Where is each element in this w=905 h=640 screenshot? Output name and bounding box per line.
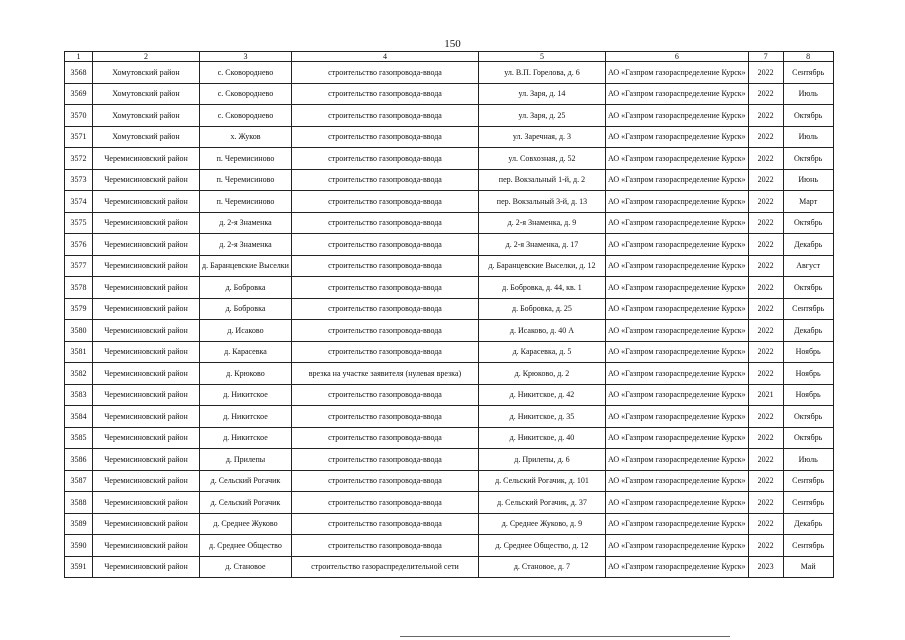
cell-month: Сентябрь bbox=[783, 470, 833, 492]
cell-work-type: строительство газопровода-ввода bbox=[291, 148, 478, 170]
page-number: 150 bbox=[444, 38, 461, 50]
cell-month: Август bbox=[783, 255, 833, 277]
cell-work-type: строительство газопровода-ввода bbox=[291, 449, 478, 471]
cell-work-type: строительство газопровода-ввода bbox=[291, 535, 478, 557]
cell-contractor: АО «Газпром газораспределение Курск» bbox=[605, 341, 748, 363]
cell-work-type: строительство газораспределительной сети bbox=[291, 556, 478, 578]
cell-contractor: АО «Газпром газораспределение Курск» bbox=[605, 384, 748, 406]
cell-district: Хомутовский район bbox=[93, 83, 200, 105]
cell-address: д. Сельский Рогачик, д. 37 bbox=[478, 492, 605, 514]
cell-address: д. Исаково, д. 40 А bbox=[478, 320, 605, 342]
cell-work-type: строительство газопровода-ввода bbox=[291, 255, 478, 277]
cell-year: 2022 bbox=[748, 363, 783, 385]
cell-row-number: 3590 bbox=[65, 535, 93, 557]
cell-contractor: АО «Газпром газораспределение Курск» bbox=[605, 556, 748, 578]
cell-row-number: 3587 bbox=[65, 470, 93, 492]
cell-row-number: 3589 bbox=[65, 513, 93, 535]
cell-month: Октябрь bbox=[783, 148, 833, 170]
cell-contractor: АО «Газпром газораспределение Курск» bbox=[605, 298, 748, 320]
cell-settlement: х. Жуков bbox=[200, 126, 292, 148]
table-body bbox=[65, 62, 834, 578]
cell-work-type: строительство газопровода-ввода bbox=[291, 384, 478, 406]
cell-work-type: строительство газопровода-ввода bbox=[291, 277, 478, 299]
cell-work-type: строительство газопровода-ввода bbox=[291, 62, 478, 84]
cell-contractor: АО «Газпром газораспределение Курск» bbox=[605, 470, 748, 492]
cell-year: 2023 bbox=[748, 556, 783, 578]
cell-month: Октябрь bbox=[783, 105, 833, 127]
cell-address: ул. В.П. Горелова, д. 6 bbox=[478, 62, 605, 84]
cell-contractor: АО «Газпром газораспределение Курск» bbox=[605, 427, 748, 449]
cell-district: Черемисиновский район bbox=[93, 470, 200, 492]
cell-settlement: д. Прилепы bbox=[200, 449, 292, 471]
header-col-5: 5 bbox=[478, 52, 605, 62]
cell-district: Черемисиновский район bbox=[93, 427, 200, 449]
table-row bbox=[65, 169, 834, 191]
cell-contractor: АО «Газпром газораспределение Курск» bbox=[605, 126, 748, 148]
cell-year: 2022 bbox=[748, 169, 783, 191]
cell-work-type: строительство газопровода-ввода bbox=[291, 298, 478, 320]
cell-settlement: п. Черемисиново bbox=[200, 169, 292, 191]
cell-district: Черемисиновский район bbox=[93, 320, 200, 342]
header-col-7: 7 bbox=[748, 52, 783, 62]
cell-year: 2022 bbox=[748, 105, 783, 127]
cell-row-number: 3588 bbox=[65, 492, 93, 514]
cell-settlement: д. 2-я Знаменка bbox=[200, 212, 292, 234]
cell-month: Декабрь bbox=[783, 320, 833, 342]
cell-year: 2022 bbox=[748, 492, 783, 514]
cell-address: д. Карасевка, д. 5 bbox=[478, 341, 605, 363]
cell-address: д. Среднее Общество, д. 12 bbox=[478, 535, 605, 557]
cell-row-number: 3581 bbox=[65, 341, 93, 363]
header-col-1: 1 bbox=[65, 52, 93, 62]
cell-row-number: 3591 bbox=[65, 556, 93, 578]
cell-row-number: 3583 bbox=[65, 384, 93, 406]
cell-year: 2022 bbox=[748, 341, 783, 363]
cell-contractor: АО «Газпром газораспределение Курск» bbox=[605, 492, 748, 514]
table-row bbox=[65, 320, 834, 342]
cell-settlement: д. Сельский Рогачик bbox=[200, 492, 292, 514]
cell-work-type: строительство газопровода-ввода bbox=[291, 83, 478, 105]
cell-work-type: строительство газопровода-ввода bbox=[291, 427, 478, 449]
cell-row-number: 3572 bbox=[65, 148, 93, 170]
cell-work-type: врезка на участке заявителя (нулевая врезка) bbox=[291, 363, 478, 385]
cell-month: Декабрь bbox=[783, 234, 833, 256]
table-row bbox=[65, 62, 834, 84]
cell-row-number: 3570 bbox=[65, 105, 93, 127]
cell-contractor: АО «Газпром газораспределение Курск» bbox=[605, 169, 748, 191]
cell-contractor: АО «Газпром газораспределение Курск» bbox=[605, 255, 748, 277]
cell-district: Черемисиновский район bbox=[93, 148, 200, 170]
cell-month: Июль bbox=[783, 83, 833, 105]
cell-district: Черемисиновский район bbox=[93, 255, 200, 277]
gas-connection-table bbox=[64, 51, 834, 578]
cell-district: Черемисиновский район bbox=[93, 277, 200, 299]
cell-address: д. Бобровка, д. 25 bbox=[478, 298, 605, 320]
table-row bbox=[65, 341, 834, 363]
cell-district: Черемисиновский район bbox=[93, 556, 200, 578]
cell-work-type: строительство газопровода-ввода bbox=[291, 169, 478, 191]
cell-address: д. Прилепы, д. 6 bbox=[478, 449, 605, 471]
table-row bbox=[65, 191, 834, 213]
cell-year: 2022 bbox=[748, 320, 783, 342]
cell-row-number: 3568 bbox=[65, 62, 93, 84]
cell-row-number: 3584 bbox=[65, 406, 93, 428]
cell-year: 2022 bbox=[748, 298, 783, 320]
header-col-6: 6 bbox=[605, 52, 748, 62]
cell-row-number: 3582 bbox=[65, 363, 93, 385]
cell-year: 2022 bbox=[748, 234, 783, 256]
cell-settlement: д. Среднее Общество bbox=[200, 535, 292, 557]
cell-contractor: АО «Газпром газораспределение Курск» bbox=[605, 105, 748, 127]
table-row bbox=[65, 255, 834, 277]
header-col-4: 4 bbox=[291, 52, 478, 62]
cell-month: Сентябрь bbox=[783, 298, 833, 320]
cell-address: д. Бобровка, д. 44, кв. 1 bbox=[478, 277, 605, 299]
cell-year: 2022 bbox=[748, 62, 783, 84]
cell-month: Октябрь bbox=[783, 406, 833, 428]
header-col-2: 2 bbox=[93, 52, 200, 62]
table-row bbox=[65, 234, 834, 256]
table-row bbox=[65, 212, 834, 234]
header-col-3: 3 bbox=[200, 52, 292, 62]
table-row bbox=[65, 363, 834, 385]
cell-district: Черемисиновский район bbox=[93, 191, 200, 213]
table-row bbox=[65, 535, 834, 557]
cell-settlement: с. Сковороднево bbox=[200, 83, 292, 105]
cell-month: Сентябрь bbox=[783, 62, 833, 84]
table-row bbox=[65, 384, 834, 406]
cell-settlement: д. Среднее Жуково bbox=[200, 513, 292, 535]
cell-settlement: п. Черемисиново bbox=[200, 191, 292, 213]
cell-settlement: д. Становое bbox=[200, 556, 292, 578]
cell-row-number: 3586 bbox=[65, 449, 93, 471]
cell-district: Черемисиновский район bbox=[93, 341, 200, 363]
table-row bbox=[65, 556, 834, 578]
cell-district: Хомутовский район bbox=[93, 105, 200, 127]
cell-contractor: АО «Газпром газораспределение Курск» bbox=[605, 83, 748, 105]
cell-address: ул. Заречная, д. 3 bbox=[478, 126, 605, 148]
cell-settlement: д. Баранцевские Выселки bbox=[200, 255, 292, 277]
footer-rule bbox=[400, 636, 730, 637]
cell-year: 2022 bbox=[748, 191, 783, 213]
cell-address: д. Никитское, д. 40 bbox=[478, 427, 605, 449]
cell-contractor: АО «Газпром газораспределение Курск» bbox=[605, 449, 748, 471]
cell-contractor: АО «Газпром газораспределение Курск» bbox=[605, 320, 748, 342]
cell-year: 2022 bbox=[748, 83, 783, 105]
table-row bbox=[65, 492, 834, 514]
cell-contractor: АО «Газпром газораспределение Курск» bbox=[605, 191, 748, 213]
table-row bbox=[65, 148, 834, 170]
cell-contractor: АО «Газпром газораспределение Курск» bbox=[605, 62, 748, 84]
cell-year: 2022 bbox=[748, 449, 783, 471]
cell-district: Черемисиновский район bbox=[93, 234, 200, 256]
cell-contractor: АО «Газпром газораспределение Курск» bbox=[605, 277, 748, 299]
cell-settlement: д. Бобровка bbox=[200, 277, 292, 299]
cell-work-type: строительство газопровода-ввода bbox=[291, 126, 478, 148]
cell-row-number: 3580 bbox=[65, 320, 93, 342]
cell-month: Декабрь bbox=[783, 513, 833, 535]
table-header bbox=[65, 52, 834, 62]
cell-month: Сентябрь bbox=[783, 535, 833, 557]
cell-year: 2021 bbox=[748, 384, 783, 406]
cell-work-type: строительство газопровода-ввода bbox=[291, 234, 478, 256]
cell-year: 2022 bbox=[748, 470, 783, 492]
cell-month: Ноябрь bbox=[783, 341, 833, 363]
cell-district: Черемисиновский район bbox=[93, 169, 200, 191]
cell-address: д. Никитское, д. 35 bbox=[478, 406, 605, 428]
cell-work-type: строительство газопровода-ввода bbox=[291, 470, 478, 492]
cell-district: Черемисиновский район bbox=[93, 492, 200, 514]
cell-address: ул. Заря, д. 14 bbox=[478, 83, 605, 105]
cell-year: 2022 bbox=[748, 255, 783, 277]
cell-work-type: строительство газопровода-ввода bbox=[291, 105, 478, 127]
cell-address: д. Среднее Жуково, д. 9 bbox=[478, 513, 605, 535]
cell-row-number: 3579 bbox=[65, 298, 93, 320]
cell-month: Ноябрь bbox=[783, 363, 833, 385]
cell-address: д. Становое, д. 7 bbox=[478, 556, 605, 578]
cell-work-type: строительство газопровода-ввода bbox=[291, 513, 478, 535]
cell-district: Черемисиновский район bbox=[93, 449, 200, 471]
cell-year: 2022 bbox=[748, 535, 783, 557]
cell-row-number: 3575 bbox=[65, 212, 93, 234]
cell-settlement: с. Сковороднево bbox=[200, 62, 292, 84]
cell-month: Июль bbox=[783, 126, 833, 148]
cell-district: Черемисиновский район bbox=[93, 384, 200, 406]
cell-address: пер. Вокзальный 3-й, д. 13 bbox=[478, 191, 605, 213]
cell-row-number: 3569 bbox=[65, 83, 93, 105]
cell-contractor: АО «Газпром газораспределение Курск» bbox=[605, 363, 748, 385]
cell-work-type: строительство газопровода-ввода bbox=[291, 212, 478, 234]
cell-address: д. Баранцевские Выселки, д. 12 bbox=[478, 255, 605, 277]
cell-contractor: АО «Газпром газораспределение Курск» bbox=[605, 212, 748, 234]
table-row bbox=[65, 298, 834, 320]
cell-year: 2022 bbox=[748, 277, 783, 299]
cell-settlement: д. Крюково bbox=[200, 363, 292, 385]
table-row bbox=[65, 105, 834, 127]
cell-district: Хомутовский район bbox=[93, 62, 200, 84]
cell-district: Черемисиновский район bbox=[93, 513, 200, 535]
cell-year: 2022 bbox=[748, 126, 783, 148]
cell-month: Октябрь bbox=[783, 212, 833, 234]
cell-address: ул. Совхозная, д. 52 bbox=[478, 148, 605, 170]
cell-month: Март bbox=[783, 191, 833, 213]
cell-settlement: д. Исаково bbox=[200, 320, 292, 342]
cell-work-type: строительство газопровода-ввода bbox=[291, 341, 478, 363]
cell-settlement: п. Черемисиново bbox=[200, 148, 292, 170]
cell-district: Черемисиновский район bbox=[93, 406, 200, 428]
cell-settlement: д. Бобровка bbox=[200, 298, 292, 320]
cell-district: Черемисиновский район bbox=[93, 363, 200, 385]
cell-month: Июль bbox=[783, 449, 833, 471]
cell-row-number: 3578 bbox=[65, 277, 93, 299]
cell-month: Октябрь bbox=[783, 277, 833, 299]
cell-row-number: 3585 bbox=[65, 427, 93, 449]
cell-district: Черемисиновский район bbox=[93, 535, 200, 557]
cell-settlement: д. Никитское bbox=[200, 406, 292, 428]
cell-work-type: строительство газопровода-ввода bbox=[291, 191, 478, 213]
cell-settlement: д. Никитское bbox=[200, 384, 292, 406]
cell-settlement: д. Сельский Рогачик bbox=[200, 470, 292, 492]
cell-row-number: 3577 bbox=[65, 255, 93, 277]
cell-year: 2022 bbox=[748, 212, 783, 234]
table-row bbox=[65, 406, 834, 428]
cell-address: д. 2-я Знаменка, д. 17 bbox=[478, 234, 605, 256]
cell-settlement: д. Никитское bbox=[200, 427, 292, 449]
cell-settlement: с. Сковороднево bbox=[200, 105, 292, 127]
cell-work-type: строительство газопровода-ввода bbox=[291, 320, 478, 342]
table-row bbox=[65, 277, 834, 299]
table-row bbox=[65, 470, 834, 492]
cell-month: Июнь bbox=[783, 169, 833, 191]
cell-address: д. Сельский Рогачик, д. 101 bbox=[478, 470, 605, 492]
cell-address: д. 2-я Знаменка, д. 9 bbox=[478, 212, 605, 234]
cell-year: 2022 bbox=[748, 427, 783, 449]
table-row bbox=[65, 126, 834, 148]
cell-year: 2022 bbox=[748, 406, 783, 428]
cell-district: Черемисиновский район bbox=[93, 298, 200, 320]
cell-address: д. Крюково, д. 2 bbox=[478, 363, 605, 385]
cell-row-number: 3576 bbox=[65, 234, 93, 256]
table-row bbox=[65, 513, 834, 535]
cell-contractor: АО «Газпром газораспределение Курск» bbox=[605, 513, 748, 535]
cell-work-type: строительство газопровода-ввода bbox=[291, 406, 478, 428]
cell-year: 2022 bbox=[748, 148, 783, 170]
cell-contractor: АО «Газпром газораспределение Курск» bbox=[605, 535, 748, 557]
cell-address: д. Никитское, д. 42 bbox=[478, 384, 605, 406]
cell-district: Черемисиновский район bbox=[93, 212, 200, 234]
cell-contractor: АО «Газпром газораспределение Курск» bbox=[605, 148, 748, 170]
cell-month: Ноябрь bbox=[783, 384, 833, 406]
cell-address: ул. Заря, д. 25 bbox=[478, 105, 605, 127]
cell-month: Май bbox=[783, 556, 833, 578]
cell-contractor: АО «Газпром газораспределение Курск» bbox=[605, 234, 748, 256]
table-row bbox=[65, 449, 834, 471]
cell-row-number: 3573 bbox=[65, 169, 93, 191]
cell-row-number: 3574 bbox=[65, 191, 93, 213]
table-row bbox=[65, 83, 834, 105]
table-row bbox=[65, 427, 834, 449]
cell-work-type: строительство газопровода-ввода bbox=[291, 492, 478, 514]
cell-settlement: д. Карасевка bbox=[200, 341, 292, 363]
cell-month: Октябрь bbox=[783, 427, 833, 449]
cell-month: Сентябрь bbox=[783, 492, 833, 514]
cell-contractor: АО «Газпром газораспределение Курск» bbox=[605, 406, 748, 428]
cell-address: пер. Вокзальный 1-й, д. 2 bbox=[478, 169, 605, 191]
cell-row-number: 3571 bbox=[65, 126, 93, 148]
header-col-8: 8 bbox=[783, 52, 833, 62]
cell-settlement: д. 2-я Знаменка bbox=[200, 234, 292, 256]
cell-year: 2022 bbox=[748, 513, 783, 535]
cell-district: Хомутовский район bbox=[93, 126, 200, 148]
